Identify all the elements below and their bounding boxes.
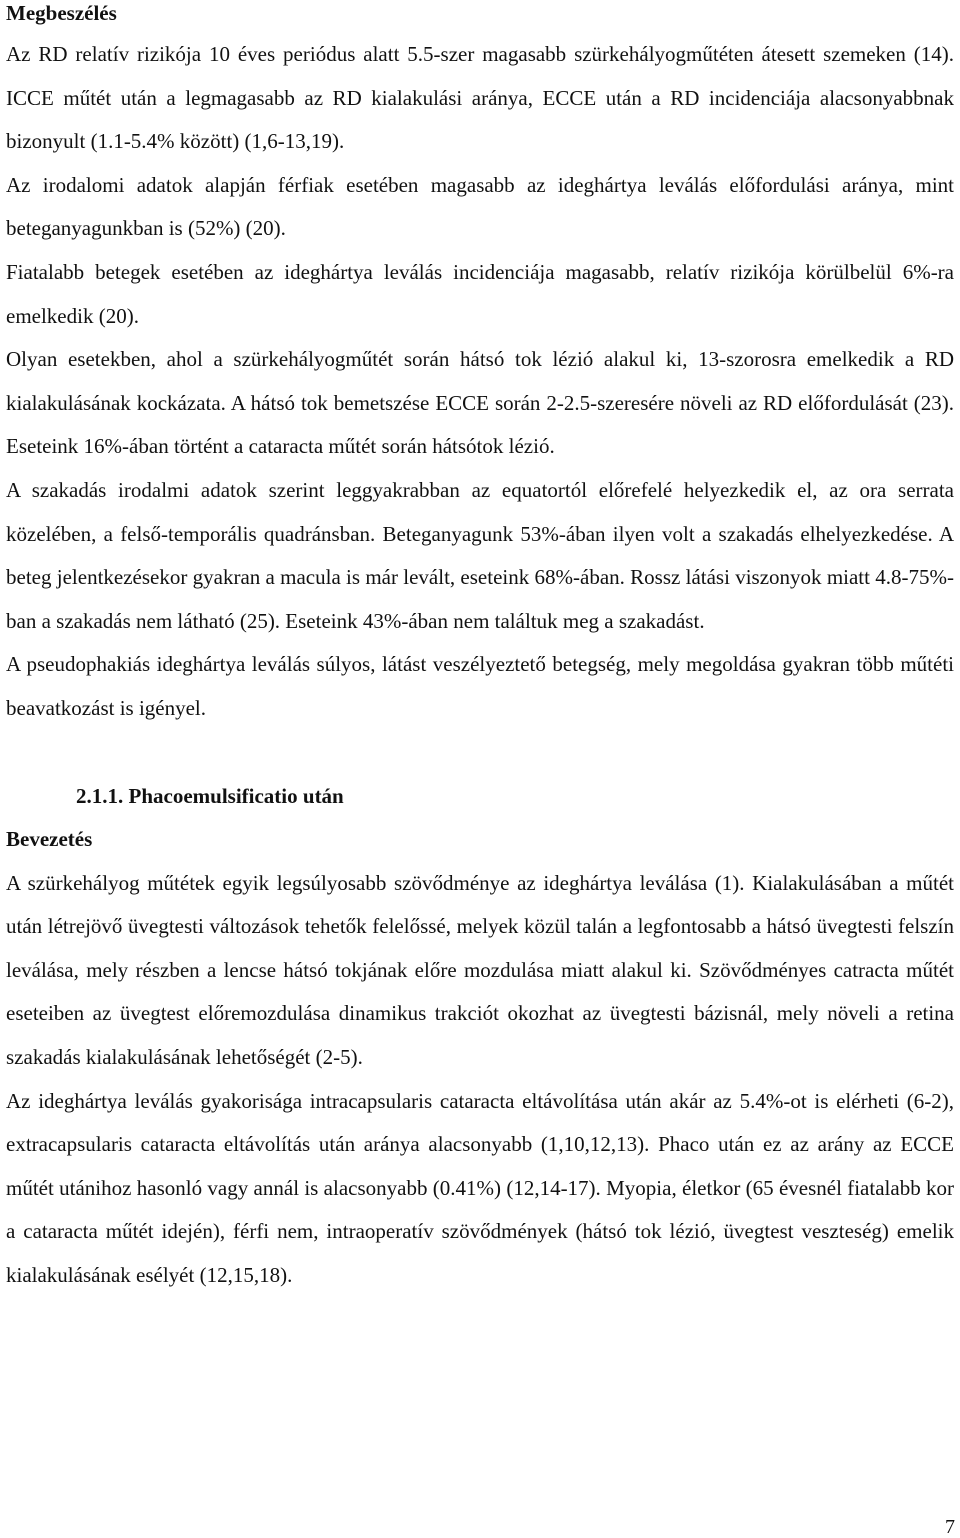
section-heading-introduction: Bevezetés — [6, 827, 93, 852]
document-page — [6, 0, 954, 1298]
section-heading-discussion: Megbeszélés — [6, 1, 117, 25]
paragraph: A szakadás irodalmi adatok szerint leggyakrabban az equatortól előrefelé helyezkedik el, az ora serrata közelében, a felső-temporális quadránsban. Beteganyagunk 53%-ában ilyen volt a szakadás elhelyezkedése. A beteg jelentkezésekor gyakran a macula is már levált, eseteink 68%-ában. Rossz látási viszonyok miatt 4.8-75%-ban a szakadás nem látható (25). Eseteink 43%-ában nem találtuk meg a szakadást. — [6, 477, 954, 633]
page-number: 7 — [945, 1516, 955, 1538]
paragraph: Az ideghártya leválás gyakorisága intracapsularis cataracta eltávolítása után akár az 5.4%-ot is elérheti (6-2), extracapsularis cataracta eltávolítás után aránya alacsonyabb (1,10,12,13). Phaco után ez az arány az ECCE műtét utánihoz hasonló vagy annál is alacsonyabb (0.41%) (12,14-17). Myopia, életkor (65 évesnél fiatalabb kor a cataracta műtét idején), férfi nem, intraoperatív szövődmények (hátsó tok lézió, üvegtest veszteség) emelik kialakulásának esélyét (12,15,18). — [6, 1088, 954, 1288]
paragraph: Fiatalabb betegek esetében az ideghártya leválás incidenciája magasabb, relatív rizikója körülbelül 6%-ra emelkedik (20). — [6, 259, 954, 328]
paragraph: A szürkehályog műtétek egyik legsúlyosabb szövődménye az ideghártya leválása (1). Kialakulásában a műtét után létrejövő üvegtesti változások tehetők felelőssé, melyek közül talán a legfontosabb a hátsó üvegtesti felszín leválása, mely részben a lencse hátsó tokjának előre mozdulása miatt alakul ki. Szövődményes catracta műtét eseteiben az üvegtest előremozdulása dinamikus trakciót okozhat az üvegtesti bázisnál, mely növeli a retina szakadás kialakulásának lehetőségét (2-5). — [6, 870, 954, 1070]
subsection-title: 2.1.1. Phacoemulsificatio után — [76, 783, 344, 808]
paragraph: Olyan esetekben, ahol a szürkehályogműtét során hátsó tok lézió alakul ki, 13-szorosra emelkedik a RD kialakulásának kockázata. A hátsó tok bemetszése ECCE során 2-2.5-szeresére növeli az RD előfordulását (23). Eseteink 16%-ában történt a cataracta műtét során hátsótok lézió. — [6, 347, 954, 459]
paragraph: Az irodalomi adatok alapján férfiak esetében magasabb az ideghártya leválás előfordulási aránya, mint beteganyagunkban is (52%) (20). — [6, 172, 954, 241]
paragraph: Az RD relatív rizikója 10 éves periódus alatt 5.5-szer magasabb szürkehályogműtéten átesett szemeken (14). ICCE műtét után a legmagasabb az RD kialakulási aránya, ECCE után a RD incidenciája alacsonyabbnak bizonyult (1.1-5.4% között) (1,6-13,19). — [6, 42, 954, 154]
paragraph: A pseudophakiás ideghártya leválás súlyos, látást veszélyeztető betegség, mely megoldása gyakran több műtéti beavatkozást is igényel. — [6, 652, 954, 720]
